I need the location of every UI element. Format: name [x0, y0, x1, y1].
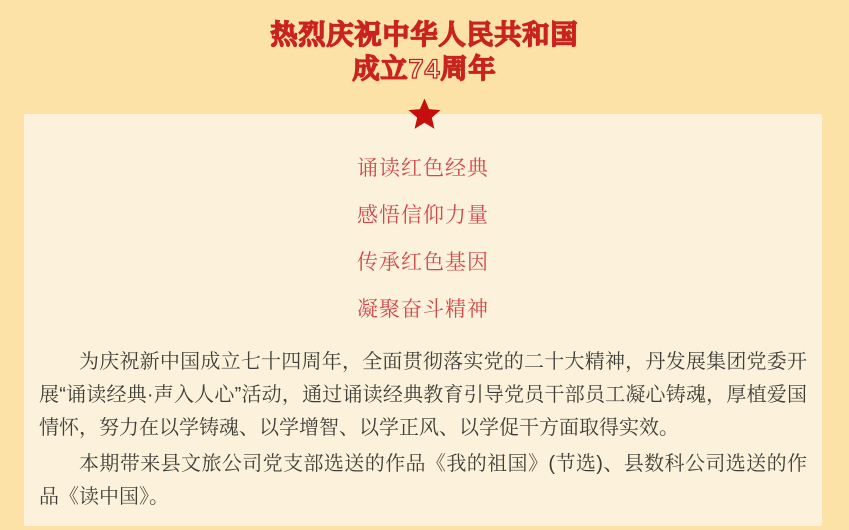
slogan-line-4: 凝聚奋斗精神 [357, 298, 489, 321]
slogan-line-3: 传承红色基因 [357, 251, 489, 274]
page-title-line-2: 成立74周年 [352, 54, 497, 84]
slogan-block [39, 158, 807, 320]
slogan-line-2: 感悟信仰力量 [357, 204, 489, 227]
slogan-line-1: 诵读红色经典 [357, 157, 489, 180]
body-paragraph-1: 为庆祝新中国成立七十四周年，全面贯彻落实党的二十大精神，丹发展集团党委开展“诵读经典·声入人心”活动，通过诵读经典教育引导党员干部员工凝心铸魂，厚植爱国情怀，努力在以学铸魂、以学增智、以学正风、以学促干方面取得实效。 [39, 351, 807, 439]
article-body [39, 346, 807, 514]
body-paragraph-2: 本期带来县文旅公司党支部选送的作品《我的祖国》(节选)、县数科公司选送的作品《读中国》。 [39, 453, 807, 508]
page-header [0, 18, 849, 86]
content-card [24, 114, 822, 526]
star-icon [406, 96, 443, 133]
page-title-line-1: 热烈庆祝中华人民共和国 [270, 20, 579, 50]
